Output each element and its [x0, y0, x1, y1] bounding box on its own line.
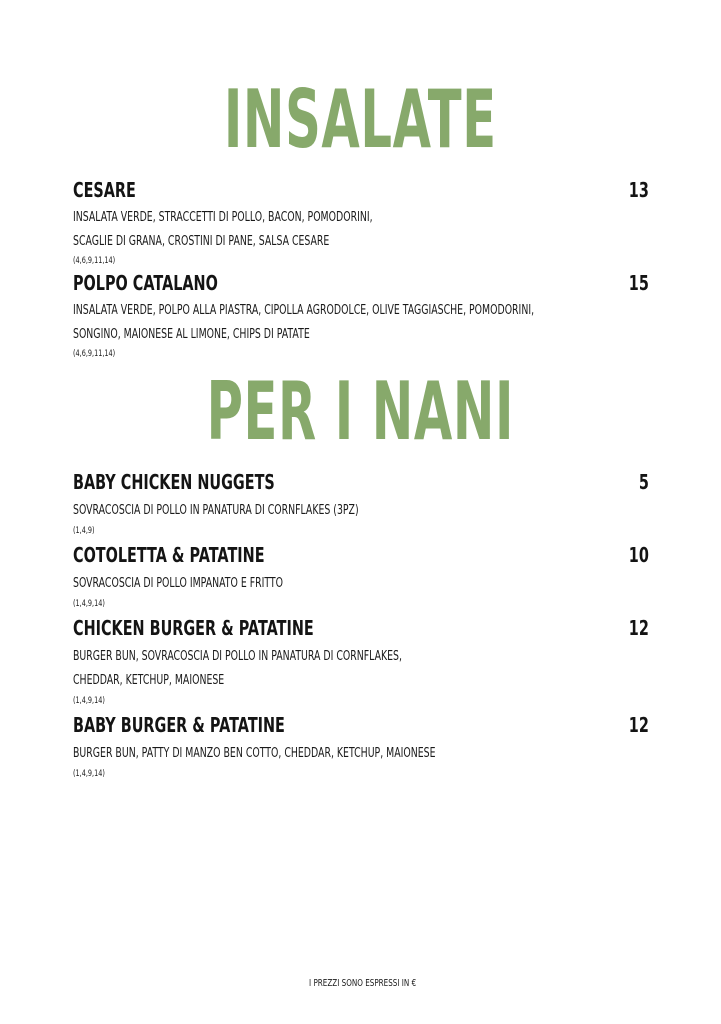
- menu-item-description: BURGER BUN, SOVRACOSCIA DI POLLO IN PANATURA DI CORNFLAKES,: [73, 649, 402, 664]
- menu-item-description: CHEDDAR, KETCHUP, MAIONESE: [73, 673, 225, 688]
- menu-item-allergens: (4,6,9,11,14): [73, 256, 116, 266]
- menu-item-price: 5: [638, 470, 649, 494]
- menu-item-allergens: (1,4,9): [73, 526, 95, 536]
- menu-item-description: SCAGLIE DI GRANA, CROSTINI DI PANE, SALSA CESARE: [73, 234, 330, 249]
- menu-item-name: CHICKEN BURGER & PATATINE: [73, 616, 314, 640]
- menu-item-price: 12: [628, 713, 649, 737]
- menu-item-name: COTOLETTA & PATATINE: [73, 543, 265, 567]
- menu-item-description: BURGER BUN, PATTY DI MANZO BEN COTTO, CHEDDAR, KETCHUP, MAIONESE: [73, 746, 436, 761]
- menu-item-description: SONGINO, MAIONESE AL LIMONE, CHIPS DI PATATE: [73, 327, 310, 342]
- menu-item-description: SOVRACOSCIA DI POLLO IN PANATURA DI CORNFLAKES (3PZ): [73, 503, 359, 518]
- menu-item-description: SOVRACOSCIA DI POLLO IMPANATO E FRITTO: [73, 576, 284, 591]
- menu-item-price: 13: [628, 178, 649, 202]
- menu-item-name: CESARE: [73, 178, 136, 202]
- menu-item-name: BABY BURGER & PATATINE: [73, 713, 285, 737]
- section-title-insalate: INSALATE: [223, 73, 497, 166]
- menu-item-name: BABY CHICKEN NUGGETS: [73, 470, 275, 494]
- menu-item-name: POLPO CATALANO: [73, 271, 218, 295]
- menu-item-price: 10: [628, 543, 649, 567]
- menu-item-allergens: (4,6,9,11,14): [73, 349, 116, 359]
- price-note-footer: I PREZZI SONO ESPRESSI IN €: [309, 978, 417, 989]
- menu-item-description: INSALATA VERDE, POLPO ALLA PIASTRA, CIPOLLA AGRODOLCE, OLIVE TAGGIASCHE, POMODORINI,: [73, 303, 535, 318]
- menu-item-allergens: (1,4,9,14): [73, 696, 105, 706]
- menu-item-price: 12: [628, 616, 649, 640]
- menu-item-price: 15: [628, 271, 649, 295]
- menu-item-description: INSALATA VERDE, STRACCETTI DI POLLO, BACON, POMODORINI,: [73, 210, 373, 225]
- section-title-per-i-nani: PER I NANI: [206, 365, 515, 458]
- menu-item-allergens: (1,4,9,14): [73, 769, 105, 779]
- menu-item-allergens: (1,4,9,14): [73, 599, 105, 609]
